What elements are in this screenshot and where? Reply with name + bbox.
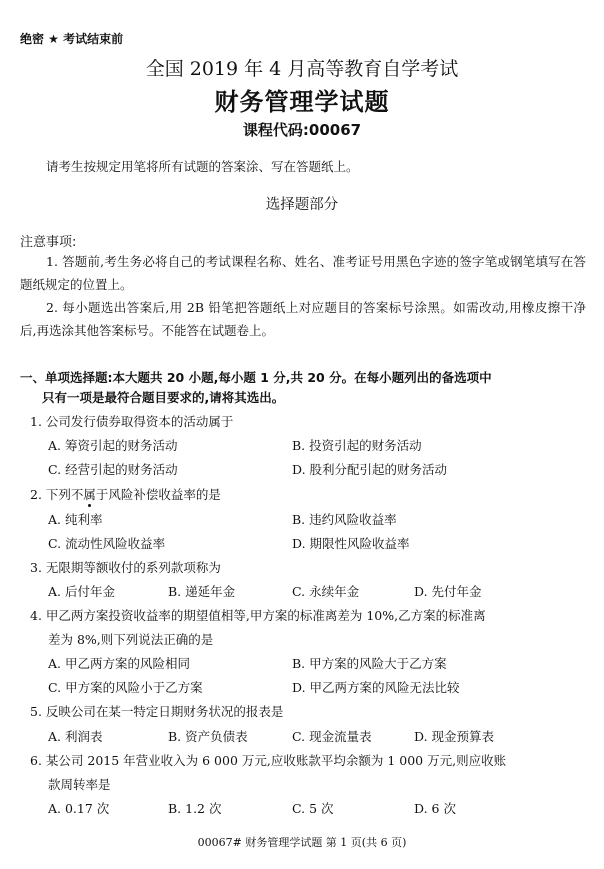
question-3-option-d: D. 先付年金	[414, 584, 482, 599]
question-5-option-a: A. 利润表	[48, 729, 103, 744]
question-2-stem	[30, 485, 221, 503]
question-2-stem-after: 风险补偿收益率的是	[108, 487, 221, 502]
question-5-option-b: B. 资产负债表	[168, 729, 248, 744]
question-5-option-c: C. 现金流量表	[292, 729, 372, 744]
question-6-option-b: B. 1.2 次	[168, 801, 222, 816]
question-3-stem: 3. 无限期等额收付的系列款项称为	[30, 560, 221, 575]
question-3-option-c: C. 永续年金	[292, 584, 360, 599]
question-6-option-a: A. 0.17 次	[48, 801, 110, 816]
question-4-option-d: D. 甲乙两方案的风险无法比较	[292, 680, 460, 695]
question-2-emphasis: 不属于	[70, 487, 109, 502]
notes-heading: 注意事项:	[20, 235, 77, 250]
question-2-option-b: B. 违约风险收益率	[292, 512, 397, 527]
question-5-stem: 5. 反映公司在某一特定日期财务状况的报表是	[30, 704, 284, 719]
question-1-option-c: C. 经营引起的财务活动	[48, 462, 178, 477]
question-3-option-b: B. 递延年金	[168, 584, 236, 599]
answer-instruction: 请考生按规定用笔将所有试题的答案涂、写在答题纸上。	[46, 159, 359, 174]
part-heading-line1: 一、单项选择题:本大题共 20 小题,每小题 1 分,共 20 分。在每小题列出的备选项中	[20, 370, 492, 385]
section-title: 选择题部分	[265, 197, 339, 213]
question-3-option-a: A. 后付年金	[48, 584, 115, 599]
question-4-stem-line2: 差为 8%,则下列说法正确的是	[48, 632, 214, 647]
note-item-2: 2. 每小题选出答案后,用 2B 铅笔把答题纸上对应题目的答案标号涂黑。如需改动,用橡皮擦干净后,再选涂其他答案标号。不能答在试题卷上。	[20, 300, 586, 338]
question-6-option-d: D. 6 次	[414, 801, 456, 816]
note-item-1: 1. 答题前,考生务必将自己的考试课程名称、姓名、准考证号用黑色字迹的签字笔或钢笔填写在答题纸规定的位置上。	[20, 254, 586, 292]
question-1-option-b: B. 投资引起的财务活动	[292, 438, 422, 453]
question-4-option-a: A. 甲乙两方案的风险相同	[48, 656, 190, 671]
question-5-option-d: D. 现金预算表	[414, 729, 495, 744]
question-4-option-c: C. 甲方案的风险小于乙方案	[48, 680, 203, 695]
question-1-option-d: D. 股利分配引起的财务活动	[292, 462, 448, 477]
question-2-option-a: A. 纯利率	[48, 512, 103, 527]
page-footer: 00067# 财务管理学试题 第 1 页(共 6 页)	[197, 836, 407, 849]
question-1-option-a: A. 筹资引起的财务活动	[48, 438, 178, 453]
question-6-option-c: C. 5 次	[292, 801, 334, 816]
question-4-stem: 4. 甲乙两方案投资收益率的期望值相等,甲方案的标准离差为 10%,乙方案的标准离	[30, 608, 486, 623]
exam-title: 全国 2019 年 4 月高等教育自学考试	[145, 58, 459, 80]
question-6-stem-line2: 款周转率是	[48, 777, 111, 792]
question-1-stem: 1. 公司发行债券取得资本的活动属于	[30, 414, 234, 429]
part-heading-line2: 只有一项是最符合题目要求的,请将其选出。	[42, 390, 285, 405]
question-2-stem-before: 2. 下列	[30, 487, 71, 502]
question-2-option-d: D. 期限性风险收益率	[292, 536, 410, 551]
question-2-option-c: C. 流动性风险收益率	[48, 536, 166, 551]
subject-title: 财务管理学试题	[214, 88, 390, 116]
confidential-label: 绝密 ★ 考试结束前	[20, 32, 124, 46]
question-4-option-b: B. 甲方案的风险大于乙方案	[292, 656, 447, 671]
question-6-stem: 6. 某公司 2015 年营业收入为 6 000 万元,应收账款平均余额为 1 000 万元,则应收账	[30, 753, 507, 768]
course-code: 课程代码:00067	[242, 121, 362, 139]
part-heading	[20, 368, 492, 408]
